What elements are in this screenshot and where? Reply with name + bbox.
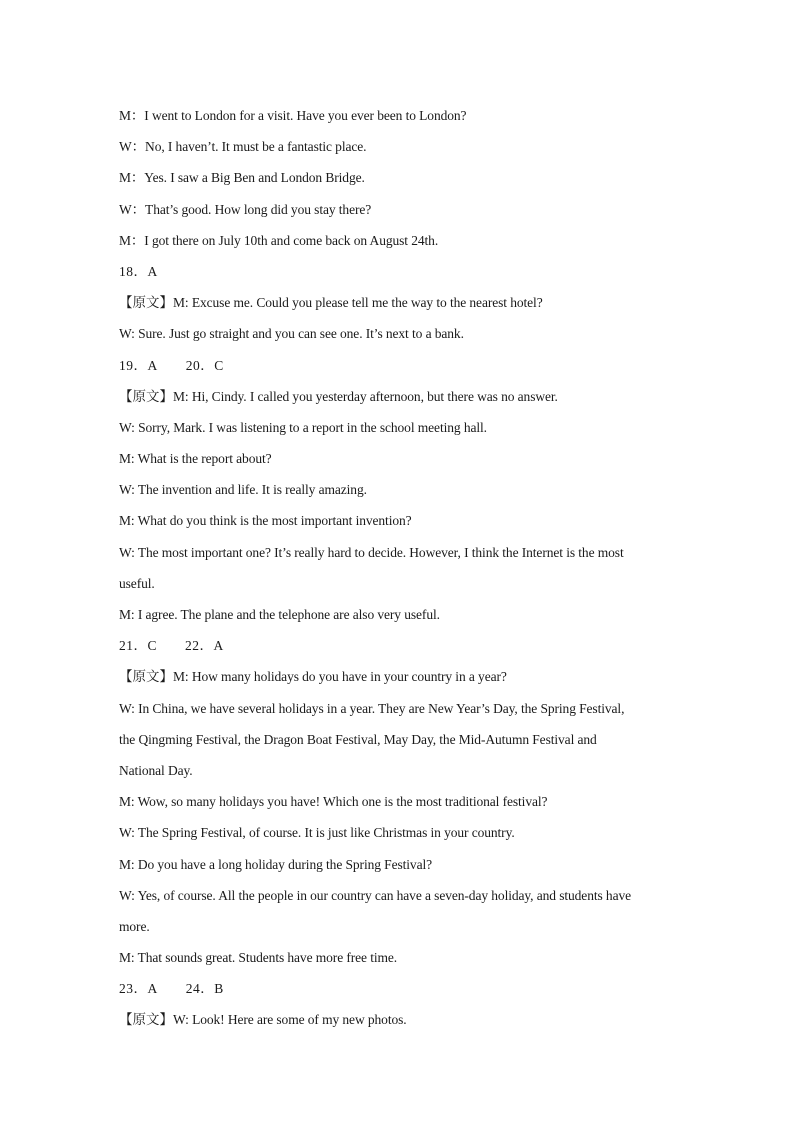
- answer-24: 24．B: [185, 981, 224, 997]
- dialogue-text: W: Look! Here are some of my new photos.: [173, 1012, 407, 1028]
- dialogue-line: M: Wow, so many holidays you have! Which one is the most traditional festival?: [119, 794, 548, 810]
- answer-20: 20．C: [185, 357, 224, 373]
- original-text-tag: 【原文】: [119, 669, 173, 685]
- dialogue-line: W: In China, we have several holidays in a year. They are New Year’s Day, the Spring Festival,: [119, 700, 625, 716]
- transcript-body: [119, 100, 679, 1036]
- dialogue-line: more.: [119, 918, 150, 934]
- original-text-tag: 【原文】: [119, 295, 173, 311]
- transcript-line: [119, 381, 679, 412]
- dialogue-line: M：Yes. I saw a Big Ben and London Bridge.: [119, 170, 365, 186]
- answer-line-21-22: [119, 630, 679, 661]
- dialogue-text: M: Excuse me. Could you please tell me the way to the nearest hotel?: [173, 295, 543, 311]
- dialogue-line: M: I agree. The plane and the telephone are also very useful.: [119, 607, 440, 622]
- dialogue-line: W: The Spring Festival, of course. It is just like Christmas in your country.: [119, 825, 515, 841]
- dialogue-line: W：That’s good. How long did you stay there?: [119, 201, 372, 217]
- answer-23: 23．A: [119, 981, 158, 997]
- dialogue-line: useful.: [119, 575, 155, 591]
- transcript-line: [119, 1004, 679, 1035]
- dialogue-text: M: How many holidays do you have in your country in a year?: [173, 669, 507, 685]
- answer-line-23-24: [119, 973, 679, 1004]
- dialogue-line: M：I went to London for a visit. Have you ever been to London?: [119, 108, 467, 123]
- dialogue-line: W: Sorry, Mark. I was listening to a report in the school meeting hall.: [119, 419, 487, 435]
- dialogue-line: M: Do you have a long holiday during the Spring Festival?: [119, 856, 433, 872]
- dialogue-line: National Day.: [119, 762, 193, 778]
- transcript-line: [119, 661, 679, 692]
- answer-22: 22．A: [185, 638, 224, 654]
- dialogue-line: M：I got there on July 10th and come back on August 24th.: [119, 232, 439, 248]
- dialogue-line: W: Yes, of course. All the people in our country can have a seven-day holiday, and students have: [119, 887, 632, 903]
- transcript-line: [119, 287, 679, 318]
- dialogue-line: M: What is the report about?: [119, 451, 272, 467]
- dialogue-line: the Qingming Festival, the Dragon Boat Festival, May Day, the Mid-Autumn Festival and: [119, 731, 597, 747]
- dialogue-line: W：No, I haven’t. It must be a fantastic place.: [119, 139, 367, 155]
- original-text-tag: 【原文】: [119, 1012, 173, 1028]
- dialogue-line: W: The most important one? It’s really hard to decide. However, I think the Internet is the most: [119, 544, 624, 560]
- answer-21: 21．C: [119, 638, 158, 654]
- dialogue-line: M: What do you think is the most important invention?: [119, 513, 412, 529]
- answer-19: 19．A: [119, 357, 158, 373]
- dialogue-line: M: That sounds great. Students have more free time.: [119, 950, 398, 966]
- answer-line-19-20: [119, 350, 679, 381]
- original-text-tag: 【原文】: [119, 388, 173, 404]
- answer-18: 18．A: [119, 263, 158, 279]
- dialogue-line: W: The invention and life. It is really amazing.: [119, 482, 367, 498]
- answer-line-18: [119, 256, 679, 287]
- dialogue-line: W: Sure. Just go straight and you can see one. It’s next to a bank.: [119, 326, 464, 342]
- dialogue-text: M: Hi, Cindy. I called you yesterday afternoon, but there was no answer.: [173, 388, 558, 404]
